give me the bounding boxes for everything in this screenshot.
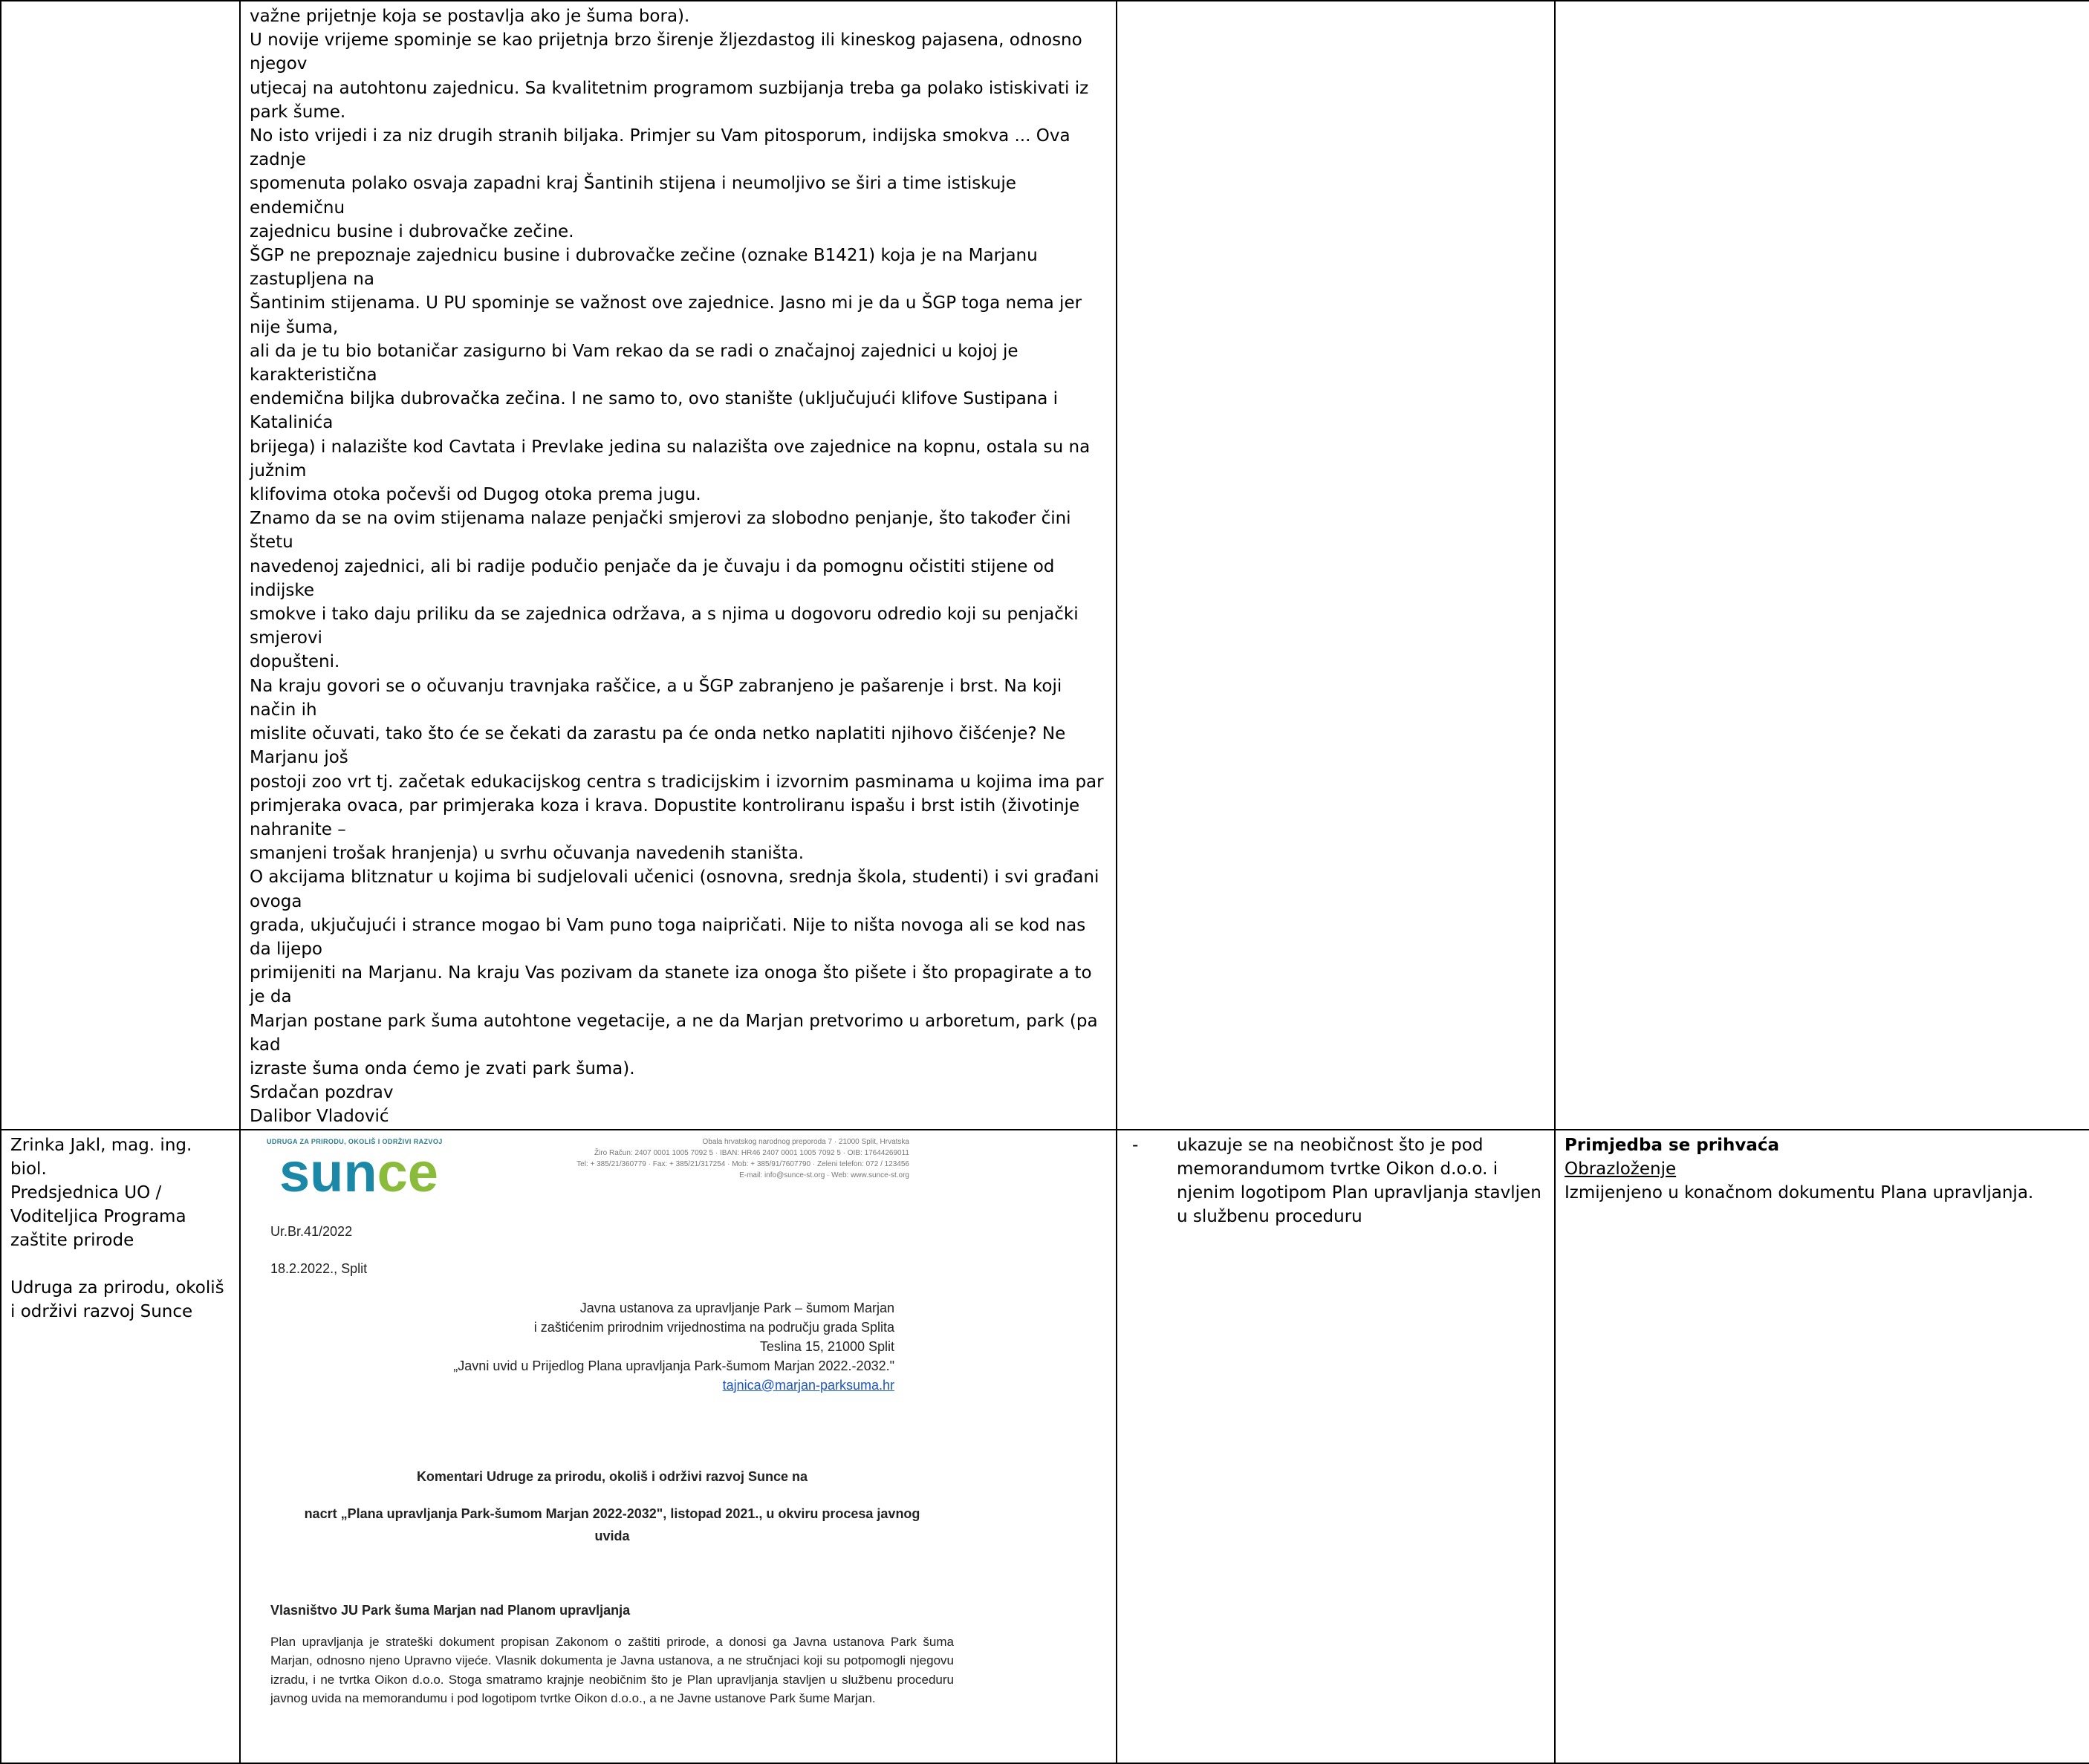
comments-title-line: nacrt „Plana upravljanja Park-šumom Marjan 2022-2032", listopad 2021., u okviru procesa javnog	[304, 1506, 920, 1521]
letterhead-line: E-mail: info@sunce-st.org · Web: www.sunce-st.org	[739, 1171, 909, 1179]
letter-cell	[240, 1130, 1117, 1763]
address-line: i zaštićenim prirodnim vrijednostima na području grada Splita	[533, 1319, 894, 1335]
comment-line: No isto vrijedi i za niz drugih stranih biljaka. Primjer su Vam pitosporum, indijska smokva ... Ova zadnje	[250, 126, 1071, 170]
letterhead-line: Obala hrvatskog narodnog preporoda 7 · 21000 Split, Hrvatska	[702, 1137, 909, 1146]
letterhead-contact	[576, 1136, 909, 1181]
sender-name-line: Predsjednica UO /	[10, 1182, 162, 1202]
sender-org-line: Udruga za prirodu, okoliš	[10, 1278, 224, 1298]
comment-line: dopušteni.	[250, 652, 340, 672]
comment-line: ŠGP ne prepoznaje zajednicu busine i dubrovačke zečine (oznake B1421) koja je na Marjanu zastupljena na	[250, 246, 1038, 290]
comment-line: postoji zoo vrt tj. začetak edukacijskog centra s tradicijskim i izvornim pasminama u kojima ima par	[250, 772, 1104, 792]
comment-line: Srdačan pozdrav	[250, 1083, 394, 1103]
table-row	[1, 1130, 2089, 1763]
comment-line: Šantinim stijenama. U PU spominje se važnost ove zajednice. Jasno mi je da u ŠGP toga nema jer nije šuma,	[250, 293, 1082, 337]
table-row	[1, 1, 2089, 1130]
comments-title-line: Komentari Udruge za prirodu, okoliš i održivi razvoj Sunce na	[416, 1468, 808, 1484]
comment-line: navedenoj zajednici, ali bi radije podučio penjače da je čuvaju i da pomognu očistiti stijene od indijske	[250, 556, 1055, 600]
sender-name-line: Voditeljica Programa	[10, 1206, 186, 1226]
recipient-email-link[interactable]: tajnica@marjan-parksuma.hr	[722, 1377, 894, 1393]
reference-number: Ur.Br.41/2022	[270, 1223, 353, 1239]
summary-item	[1117, 1130, 1554, 1228]
comment-line: izraste šuma onda ćemo je zvati park šuma).	[250, 1058, 635, 1078]
response-label: Obrazloženje	[1565, 1159, 1677, 1179]
sender-org-line: i održivi razvoj Sunce	[10, 1301, 193, 1321]
address-line: Teslina 15, 21000 Split	[759, 1338, 894, 1354]
comment-line: važne prijetnje koja se postavlja ako je šuma bora).	[250, 7, 690, 26]
comment-line: smanjeni trošak hranjenja) u svrhu očuvanja navedenih staništa.	[250, 844, 805, 864]
comment-line: mislite očuvati, tako što će se čekati da zarastu pa će onda netko naplatiti njihovo čišćenje? Ne Marjanu još	[250, 724, 1066, 768]
comment-line: Znamo da se na ovim stijenama nalaze penjački smjerovi za slobodno penjanje, što također čini štetu	[250, 509, 1071, 553]
list-dash: -	[1132, 1135, 1139, 1155]
sender-block	[1, 1130, 239, 1324]
letter-body: Plan upravljanja je strateški dokument propisan Zakonom o zaštiti prirode, a donosi ga Javna ustanova Park šuma Marjan, odnosno njeno Upravno vijeće. Vlasnik dokumenta je Javna ustanova, a ne stručnjaci koji su potpomogli njegovu izradu, i ne tvrtka Oikon d.o.o. Stoga smatramo krajnje neobičnim što je Plan upravljanja stavljen u službenu proceduru javnog uvida na memorandumu i pod logotipom tvrtke Oikon d.o.o., a ne Javne ustanove Park šume Marjan.	[270, 1634, 954, 1706]
address-line: Javna ustanova za upravljanje Park – šumom Marjan	[579, 1300, 894, 1315]
comment-line: Na kraju govori se o očuvanju travnjaka raščice, a u ŠGP zabranjeno je pašarenje i brst. Na koji način ih	[250, 676, 1062, 720]
sunce-logo: sunce	[279, 1141, 438, 1203]
letter-date: 18.2.2022., Split	[270, 1260, 368, 1276]
comment-line: Dalibor Vladović	[250, 1107, 389, 1127]
comments-title-line: uvida	[594, 1528, 630, 1543]
sender-name-line: Zrinka Jakl, mag. ing. biol.	[10, 1135, 192, 1179]
response-cell	[1555, 1130, 2089, 1763]
comment-line: endemična biljka dubrovačka zečina. I ne samo to, ovo stanište (uključujući klifove Sustipana i Katalinića	[250, 389, 1059, 433]
comment-line: klifovima otoka počevši od Dugog otoka prema jugu.	[250, 485, 701, 505]
recipient-address	[453, 1298, 894, 1395]
response-block	[1556, 1130, 2089, 1205]
comment-line: O akcijama blitznatur u kojima bi sudjelovali učenici (osnovna, srednja škola, studenti) i svi građani ovoga	[250, 868, 1099, 911]
comment-cell	[240, 1, 1117, 1130]
address-line: „Javni uvid u Prijedlog Plana upravljanja Park-šumom Marjan 2022.-2032."	[453, 1358, 894, 1373]
comment-line: grada, ukjučujući i strance mogao bi Vam puno toga naipričati. Nije to ništa novoga ali se kod nas da lijepo	[250, 915, 1086, 959]
comment-line: brijega) i nalazište kod Cavtata i Prevlake jedina su nalazišta ove zajednice na kopnu, ostala su na južnim	[250, 437, 1091, 481]
comment-line: spomenuta polako osvaja zapadni kraj Šantinih stijena i neumoljivo se širi a time istiskuje endemičnu	[250, 174, 1016, 218]
summary-cell	[1117, 1130, 1555, 1763]
response-text: Izmijenjeno u konačnom dokumentu Plana upravljanja.	[1565, 1182, 2034, 1202]
letter-image	[241, 1130, 1058, 1762]
comment-line: smokve i tako daju priliku da se zajednica održava, a s njima u dogovoru odredio koji su penjački smjerovi	[250, 605, 1079, 648]
comment-line: zajednicu busine i dubrovačke zečine.	[250, 221, 574, 241]
section-heading: Vlasništvo JU Park šuma Marjan nad Planom upravljanja	[270, 1602, 631, 1618]
sender-cell	[1, 1130, 240, 1763]
comment-line: utjecaj na autohtonu zajednicu. Sa kvalitetnim programom suzbijanja treba ga polako istiskivati iz park šume.	[250, 78, 1089, 122]
comment-line: primjeraka ovaca, par primjeraka koza i krava. Dopustite kontroliranu ispašu i brst istih (životinje nahranite –	[250, 795, 1080, 839]
summary-text: ukazuje se na neobičnost što je pod memorandumom tvrtke Oikon d.o.o. i njenim logotipom Plan upravljanja stavljen u službenu proceduru	[1177, 1135, 1541, 1226]
comment-text	[241, 1, 1116, 1129]
comment-line: Marjan postane park šuma autohtone vegetacije, a ne da Marjan pretvorimo u arboretum, park (pa kad	[250, 1011, 1098, 1055]
letterhead-line: Žiro Račun: 2407 0001 1005 7092 5 · IBAN: HR46 2407 0001 1005 7092 5 · OIB: 17644269011	[594, 1148, 909, 1157]
sender-name-line: zaštite prirode	[10, 1230, 134, 1250]
response-cell-empty	[1555, 1, 2089, 1130]
comment-line: U novije vrijeme spominje se kao prijetnja brzo širenje žljezdastog ili kineskog pajasena, odnosno njegov	[250, 30, 1082, 74]
comment-line: ali da je tu bio botaničar zasigurno bi Vam rekao da se radi o značajnoj zajednici u kojoj je karakteristična	[250, 341, 1018, 385]
sender-cell-empty	[1, 1, 240, 1130]
summary-cell-empty	[1117, 1, 1555, 1130]
comment-line: primijeniti na Marjanu. Na kraju Vas pozivam da stanete iza onoga što pišete i što propagirate a to je da	[250, 963, 1092, 1007]
response-verdict: Primjedba se prihvaća	[1565, 1135, 1780, 1155]
logo-caption: UDRUGA ZA PRIRODU, OKOLIŠ I ODRŽIVI RAZVOJ	[267, 1137, 443, 1145]
letterhead-line: Tel: + 385/21/360779 · Fax: + 385/21/317254 · Mob: + 385/91/7607790 · Zeleni telefon: 072 / 123456	[576, 1159, 909, 1168]
